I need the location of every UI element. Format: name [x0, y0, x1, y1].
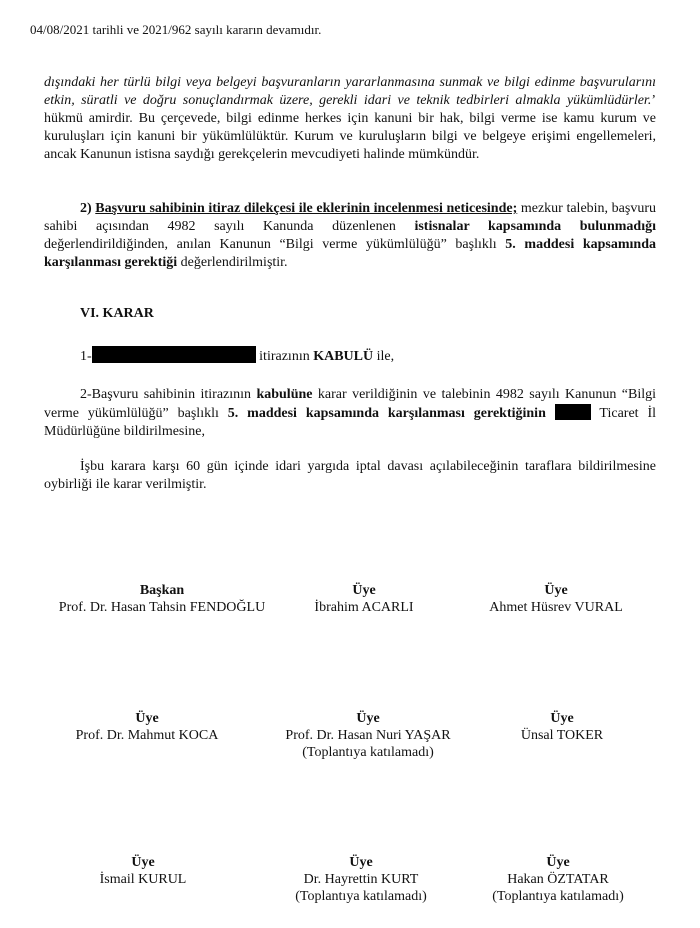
signatory-name: Prof. Dr. Mahmut KOCA	[75, 728, 219, 743]
decision-2	[44, 386, 656, 441]
section-2-bold-2: 5. maddesi kapsamında karşılanması gerektiği	[44, 237, 656, 270]
signatory-role: Üye	[356, 711, 380, 726]
section-2-paragraph	[44, 200, 656, 272]
section-2-text-3: değerlendirilmiştir.	[177, 255, 288, 270]
signatory-block	[441, 582, 671, 616]
decision-1-text-1: itirazının	[255, 349, 314, 364]
decision-2-text-2: karar verildiğinin ve talebinin 4982 sayılı Kanunun “Bilgi verme yükümlülüğü” başlıklı	[44, 387, 656, 421]
section-2-bold-1: istisnalar kapsamında bulunmadığı	[414, 219, 656, 234]
signatory-name: İbrahim ACARLI	[314, 600, 414, 615]
signatory-role: Üye	[349, 855, 373, 870]
decision-2-text-3: Ticaret İl Müdürlüğüne bildirilmesine,	[44, 406, 656, 439]
signatory-role: Üye	[546, 855, 570, 870]
signatory-name: Hakan ÖZTATAR	[507, 872, 609, 887]
signatory-note: (Toplantıya katılamadı)	[295, 889, 427, 904]
decision-2-text-1: 2-Başvuru sahibinin itirazının	[80, 387, 257, 402]
redaction-bar	[92, 346, 256, 363]
signatory-block	[47, 582, 277, 616]
decision-2-bold-2: 5. maddesi kapsamında karşılanması gerektiğinin	[227, 406, 546, 421]
signatory-name: Prof. Dr. Hasan Tahsin FENDOĞLU	[58, 600, 266, 615]
signatory-note: (Toplantıya katılamadı)	[492, 889, 624, 904]
signatory-name: Ünsal TOKER	[520, 728, 604, 743]
signatory-name: Dr. Hayrettin KURT	[303, 872, 419, 887]
intro-paragraph	[44, 74, 656, 164]
decision-3: İşbu karara karşı 60 gün içinde idari yargıda iptal davası açılabileceğinin taraflara bildirilmesine oybirliği ile karar verilmiştir.	[44, 459, 656, 492]
signatory-role: Üye	[131, 855, 155, 870]
decision-1-prefix: 1-	[80, 349, 92, 364]
signatory-name: İsmail KURUL	[99, 872, 187, 887]
decision-2-bold-1: kabulüne	[256, 387, 313, 402]
section-2-text-2: değerlendirildiğinden, anılan Kanunun “Bilgi verme yükümlülüğü” başlıklı	[44, 237, 506, 252]
decision-1-bold: KABULÜ	[313, 349, 374, 364]
signatory-name: Prof. Dr. Hasan Nuri YAŞAR	[285, 728, 451, 743]
continuation-header: 04/08/2021 tarihli ve 2021/962 sayılı kararın devamıdır.	[30, 22, 322, 37]
redaction-bar	[555, 404, 591, 420]
signatory-note: (Toplantıya katılamadı)	[302, 745, 434, 760]
intro-text: ’ hükmü amirdir. Bu çerçevede, bilgi edinme herkes için kanuni bir hak, bilgi verme ise kamu kurum ve kuruluşları için kanuni bir yükümlülüktür. Kurum ve kuruluşların bilgi ve belgeye erişimi engellemeleri, ancak Kanunun istisna saydığı gerekçelerin mevcudiyeti halinde mümkündür.	[44, 93, 656, 162]
signatory-block	[246, 854, 476, 905]
signatory-block	[447, 710, 677, 744]
signatory-block	[28, 854, 258, 888]
signatory-block	[443, 854, 673, 905]
signatory-role: Üye	[135, 711, 159, 726]
section-2-heading: Başvuru sahibinin itiraz dilekçesi ile eklerinin incelenmesi neticesinde;	[95, 201, 518, 216]
intro-quote-italic: dışındaki her türlü bilgi veya belgeyi başvuranların yararlanmasına sunmak ve bilgi edinme başvurularını etkin, süratli ve doğru sonuçlandırmak üzere, gerekli idari ve teknik tedbirleri almakla yükümlüdürler.	[44, 75, 656, 108]
signatory-block	[32, 710, 262, 744]
section-title-karar: VI. KARAR	[80, 306, 154, 321]
section-2-number: 2)	[80, 201, 96, 216]
signatory-name: Ahmet Hüsrev VURAL	[489, 600, 623, 615]
signatory-role: Başkan	[139, 583, 185, 598]
section-2-text-1: mezkur talebin, başvuru sahibi açısından 4982 sayılı Kanunda düzenlenen	[44, 201, 656, 234]
decision-1	[80, 346, 394, 366]
signatory-role: Üye	[352, 583, 376, 598]
signatory-role: Üye	[550, 711, 574, 726]
decision-1-text-2: ile,	[373, 349, 395, 364]
signatory-role: Üye	[544, 583, 568, 598]
